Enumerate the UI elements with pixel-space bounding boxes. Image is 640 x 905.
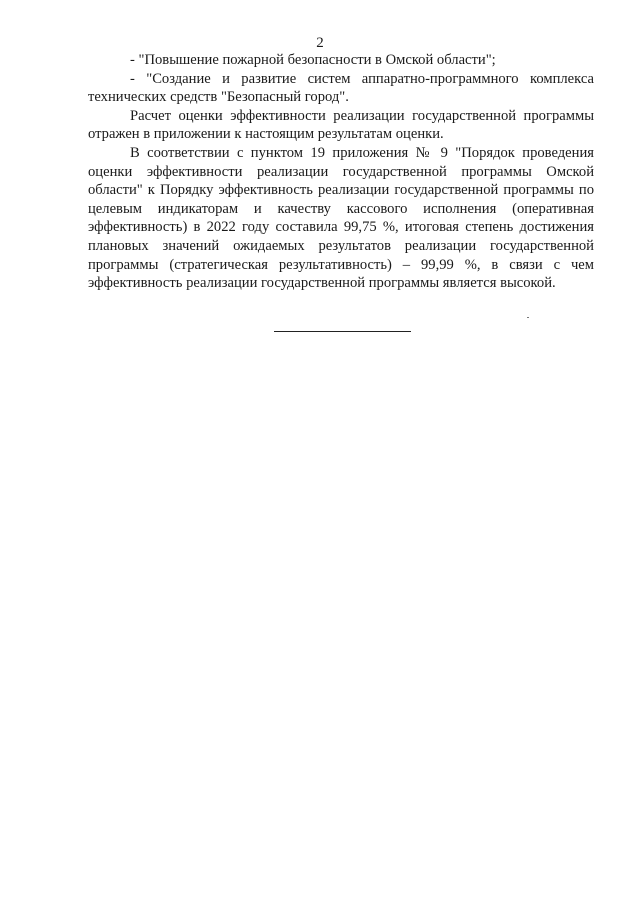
scan-speck <box>527 317 529 318</box>
bullet-item-safe-city: - "Создание и развитие систем аппаратно-программного комплекса технических средств "Безопасный город". <box>88 70 594 106</box>
document-body <box>88 51 594 293</box>
paragraph-calculation-reference: Расчет оценки эффективности реализации государственной программы отражен в приложении к настоящим результатам оценки. <box>88 107 594 143</box>
bullet-item-fire-safety: - "Повышение пожарной безопасности в Омской области"; <box>130 52 496 68</box>
page-number: 2 <box>316 35 324 51</box>
paragraph-efficiency-conclusion: В соответствии с пунктом 19 приложения № 9 "Порядок проведения оценки эффективности реализации государственной программы Омской области" к Порядку эффективность реализации государственной программы по целевым индикаторам и качеству кассового исполнения (оперативная эффективность) в 2022 году составила 99,75 %, итоговая степень достижения плановых значений ожидаемых результатов реализации государственной программы (стратегическая результативность) – 99,99 %, в связи с чем эффективность реализации государственной программы является высокой. <box>88 144 594 292</box>
end-of-text-line <box>274 331 411 332</box>
